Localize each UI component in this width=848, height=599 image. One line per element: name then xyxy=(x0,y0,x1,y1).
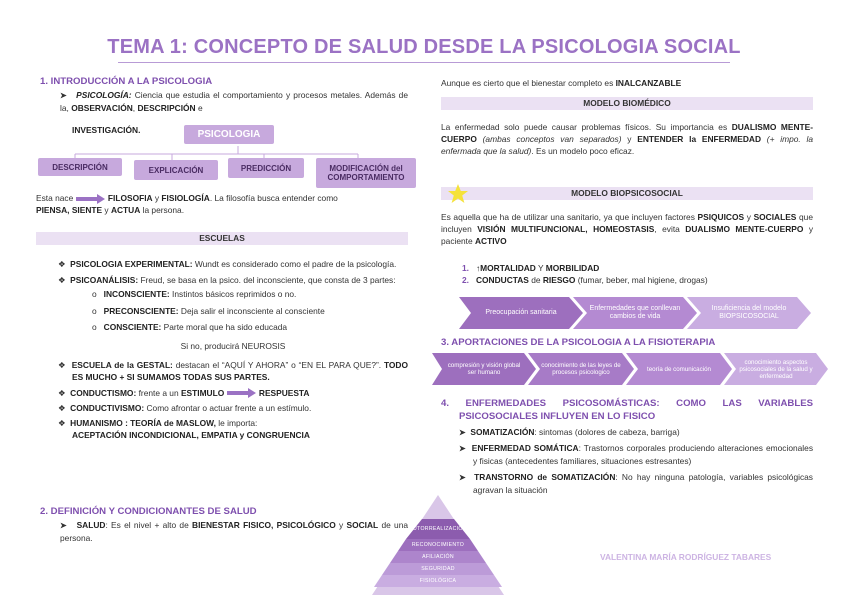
part-1-bold: PRECONSCIENTE: xyxy=(103,305,179,316)
list1-bold-2: MORBILIDAD xyxy=(545,263,600,273)
escuela-conductismo xyxy=(58,387,408,399)
section-3-heading: 3. APORTACIONES DE LA PSICOLOGIA A LA FISIOTERAPIA xyxy=(441,337,716,348)
section-4-heading-line1: 4. ENFERMEDADES PSICOSOMÁSTICAS: COMO LAS VARIABLES xyxy=(441,398,813,409)
escuela-humanismo xyxy=(58,417,408,441)
psicosomaticas-list xyxy=(459,426,813,496)
diagram-node-descripcion: DESCRIPCIÓN xyxy=(38,158,122,176)
gestal-bold: ESCUELA de la GESTAL: xyxy=(71,360,173,371)
diagram-node-explicacion: EXPLICACIÓN xyxy=(134,160,218,180)
author-name: VALENTINA MARÍA RODRÍGUEZ TABARES xyxy=(600,552,772,562)
biopsi-b3: VISIÓN MULTIFUNCIONAL, HOMEOSTASIS xyxy=(477,224,655,235)
escuelas-list xyxy=(58,258,408,441)
star-icon xyxy=(447,183,469,205)
cvo-text: Como afrontar o actuar frente a un estímulo. xyxy=(146,402,312,413)
biopsi-t4: y paciente xyxy=(441,224,813,247)
aunque-line xyxy=(441,77,681,89)
page-title: TEMA 1: CONCEPTO DE SALUD DESDE LA PSICOLOGIA SOCIAL xyxy=(107,36,741,58)
biopsi-t3: , evita xyxy=(654,224,680,235)
section-4-heading-line2: PSICOSOCIALES INFLUYEN EN LO FISICO xyxy=(459,411,656,422)
list2-bold-2: RIESGO xyxy=(542,275,576,286)
diagram-node-prediccion: PREDICCIÓN xyxy=(228,158,304,178)
nace-y2: y xyxy=(104,205,109,216)
enfermedad-somatica-item xyxy=(459,442,813,467)
nace-piensa-siente: PIENSA, SIENTE xyxy=(36,205,103,216)
chevron-2-4: conocimiento aspectos psicosociales de la salud y enfermedad xyxy=(739,358,813,380)
biopsi-b5: ACTIVO xyxy=(475,236,507,247)
modelo-biopsicosocial-bar: MODELO BIOPSICOSOCIAL xyxy=(441,187,813,200)
cond-text: frente a un xyxy=(138,387,179,398)
part-0-text: Instintos básicos reprimidos o no. xyxy=(172,289,297,300)
pyramid-level-reconocimiento: RECONOCIMIENTO xyxy=(411,542,465,548)
list1-bold: ↑MORTALIDAD xyxy=(475,263,536,273)
part-item: o INCONSCIENTE: Instintos básicos reprimidos o no. xyxy=(92,289,297,300)
biomed-t1: La enfermedad solo puede causar problemas físicos. Su importancia es xyxy=(441,122,728,132)
nace-filosofia: FILOSOFIA xyxy=(107,193,153,203)
biomed-t2: . Es un modelo poco eficaz. xyxy=(531,146,635,157)
arrow-bullet-icon: ➤ xyxy=(459,444,466,454)
nace-y: y xyxy=(154,193,160,203)
pyramid-level-autorrealizacion: AUTORREALIZACIÓN xyxy=(409,525,467,532)
list2-text-2: (fumar, beber, mal higiene, drogas) xyxy=(577,275,708,286)
nace-actua: ACTUA xyxy=(110,205,141,216)
hum-bold: HUMANISMO : TEORÍA de MASLOW, xyxy=(70,418,216,429)
biopsi-list-item-1 xyxy=(462,262,708,274)
enf-bold: ENFERMEDAD SOMÁTICA xyxy=(471,443,579,454)
cond-bold: CONDUCTISMO: xyxy=(70,387,137,398)
diamond-bullet-icon: ❖ xyxy=(58,402,66,413)
biopsi-list-item-2 xyxy=(462,274,708,286)
hum-bold-2: ACEPTACIÓN INCONDICIONAL, EMPATIA y CONGRUENCIA xyxy=(72,430,310,441)
pyramid-level-afiliacion: AFILIACIÓN xyxy=(422,554,454,560)
chevron-2-2: conocimiento de las leyes de procesos psicologico xyxy=(541,362,621,376)
psicologia-def: Ciencia que estudia el comportamiento y procesos metales. Además de la, xyxy=(60,90,408,114)
exp-text: Wundt es considerado como el padre de la psicología. xyxy=(194,259,397,269)
part-2-bold: CONSCIENTE: xyxy=(103,321,162,332)
arrow-bullet-icon: ➤ xyxy=(60,91,67,100)
list2-number: 2. xyxy=(462,275,469,286)
somat-bold: SOMATIZACIÓN xyxy=(470,427,535,437)
escuela-gestal xyxy=(58,359,408,383)
diamond-bullet-icon: ❖ xyxy=(58,275,66,286)
diagram-root-psicologia: PSICOLOGIA xyxy=(184,125,274,144)
cond-estimulo: ESTIMULO xyxy=(180,387,225,398)
word-descripcion: DESCRIPCIÓN xyxy=(137,103,196,114)
somatizacion-item xyxy=(459,426,813,439)
biopsicosocial-paragraph xyxy=(441,211,813,248)
part-0-bold: INCONSCIENTE: xyxy=(103,289,170,300)
arrow-bullet-icon: ➤ xyxy=(459,428,466,437)
biomed-i2: (+ impo. la enfermada que la salud) xyxy=(441,134,814,157)
nace-paragraph xyxy=(36,192,416,216)
neurosis-note: Si no, producirá NEUROSIS xyxy=(180,341,286,352)
salud-y: y xyxy=(339,520,344,530)
diamond-bullet-icon: ❖ xyxy=(58,418,66,429)
psa-text: Freud, se basa en la psico. del inconsciente, que consta de 3 partes: xyxy=(140,275,396,286)
part-2-text: Parte moral que ha sido educada xyxy=(163,321,288,332)
list2-text: de xyxy=(531,275,541,286)
biopsi-b1: PSIQUICOS xyxy=(697,212,745,222)
psicologia-definition: ➤ PSICOLOGÍA: Ciencia que estudia el comportamiento y procesos metales. Además de la, OBSERVACIÓN, DESCRIPCIÓN e xyxy=(60,90,408,114)
pyramid-level-seguridad: SEGURIDAD xyxy=(421,566,455,572)
diamond-bullet-icon: ❖ xyxy=(58,259,66,269)
section-1-heading: 1. INTRODUCCIÓN A LA PSICOLOGIA xyxy=(40,76,213,87)
list1-y: Y xyxy=(538,263,544,273)
nace-pre: Esta nace xyxy=(36,193,74,203)
arrow-bullet-icon: ➤ xyxy=(60,521,67,530)
biopsi-t2: que incluyen xyxy=(441,212,813,235)
trast-text: : No hay ninguna patología, variables psicológicas agravan la situación xyxy=(473,471,813,495)
salud-text-2: de una persona. xyxy=(60,520,409,544)
psa-bold: PSICOANÁLISIS: xyxy=(70,275,139,286)
escuelas-bar: ESCUELAS xyxy=(36,232,408,245)
chevron-2-1: compresión y visión global ser humano xyxy=(447,362,521,376)
diamond-bullet-icon: ❖ xyxy=(58,360,67,371)
list2-bold: CONDUCTAS xyxy=(475,275,529,286)
salud-text: : Es el nivel + alto de xyxy=(105,520,189,530)
biomed-b2: ENTENDER la ENFERMEDAD xyxy=(637,134,761,145)
trast-bold: TRANSTORNO de SOMATIZACIÓN xyxy=(474,471,616,482)
psicoanalisis-parts xyxy=(58,288,408,333)
word-e: e xyxy=(197,103,203,114)
chevron-1-2: Enfermedades que conllevan cambios de vida xyxy=(589,305,681,320)
title-underline xyxy=(118,62,730,63)
aunque-bold: INALCANZABLE xyxy=(615,78,682,88)
word-investigacion-wrap xyxy=(72,124,140,136)
arrow-bullet-icon: ➤ xyxy=(459,472,466,482)
aunque-text: Aunque es cierto que el bienestar completo es xyxy=(441,78,614,88)
biomed-b1: DUALISMO MENTE-CUERPO xyxy=(441,122,814,145)
salud-bold-2: BIENESTAR FISICO, PSICOLÓGICO xyxy=(192,520,336,530)
right-arrow-icon xyxy=(227,388,257,398)
part-1-text: Deja salir el inconsciente al consciente xyxy=(180,305,325,316)
part-item: o PRECONSCIENTE: Deja salir el inconsciente al consciente xyxy=(92,305,325,316)
diamond-bullet-icon: ❖ xyxy=(58,387,66,398)
salud-definition xyxy=(60,519,408,544)
nace-post2: la persona. xyxy=(142,205,185,216)
biopsi-b2: SOCIALES xyxy=(753,212,797,222)
section-2-heading: 2. DEFINICIÓN Y CONDICIONANTES DE SALUD xyxy=(40,506,257,517)
escuela-psicoanalisis xyxy=(58,274,408,286)
word-investigacion: INVESTIGACIÓN. xyxy=(72,125,141,135)
modelo-biomedico-bar: MODELO BIOMÉDICO xyxy=(441,97,813,110)
somat-text: : sintomas (dolores de cabeza, barriga) xyxy=(534,427,680,437)
chevron-2-3: teoría de comunicación xyxy=(647,365,711,373)
biopsi-b4: DUALISMO MENTE-CUERPO xyxy=(685,224,804,235)
salud-social: SOCIAL xyxy=(346,520,379,530)
cond-respuesta: RESPUESTA xyxy=(258,387,310,398)
biopsi-list xyxy=(462,262,708,286)
list1-number: 1. xyxy=(462,263,469,273)
biopsi-y1: y xyxy=(746,212,751,222)
exp-bold: PSICOLOGIA EXPERIMENTAL: xyxy=(70,259,193,269)
chevron-1-1: Preocupación sanitaria xyxy=(485,309,557,316)
escuela-conductivismo xyxy=(58,402,408,414)
right-arrow-icon xyxy=(76,194,106,204)
gestal-bold-2: TODO ES MUCHO + SI SUMAMOS TODAS SUS PARTES. xyxy=(72,360,408,383)
part-item: o CONSCIENTE: Parte moral que ha sido educada xyxy=(92,321,288,332)
biomedico-paragraph xyxy=(441,121,813,158)
enf-text: : Trastornos corporales produciendo alteraciones emocionales y fisicas (antecedentes familiares, situaciones estresantes) xyxy=(473,443,814,467)
nace-post: . La filosofía busca entender como xyxy=(209,193,338,203)
biomed-i1: (ambas conceptos van separados) xyxy=(482,134,622,145)
gestal-text: destacan el “AQUÍ Y AHORA” o “EN EL PARA QUE?”. xyxy=(175,360,382,371)
salud-bold: SALUD xyxy=(76,520,106,530)
chevron-1-3: Insuficiencia del modelo BIOPSICOSOCIAL xyxy=(711,305,787,320)
escuela-experimental xyxy=(58,258,408,270)
hum-text: le importa: xyxy=(218,418,258,429)
trastorno-item xyxy=(459,471,813,496)
pyramid-level-fisiologica: FISIOLÓGICA xyxy=(419,578,457,584)
diagram-node-modificacion: MODIFICACIÓN del COMPORTAMIENTO xyxy=(316,158,416,188)
psicologia-term: PSICOLOGÍA: xyxy=(76,90,132,100)
nace-fisiologia: FISIOLOGÍA xyxy=(161,193,210,203)
biomed-y: y xyxy=(627,134,632,145)
biopsi-t1: Es aquella que ha de utilizar una sanitario, ya que incluyen factores xyxy=(441,212,695,222)
word-observacion: OBSERVACIÓN xyxy=(71,103,133,114)
cvo-bold: CONDUCTIVISMO: xyxy=(70,402,145,413)
